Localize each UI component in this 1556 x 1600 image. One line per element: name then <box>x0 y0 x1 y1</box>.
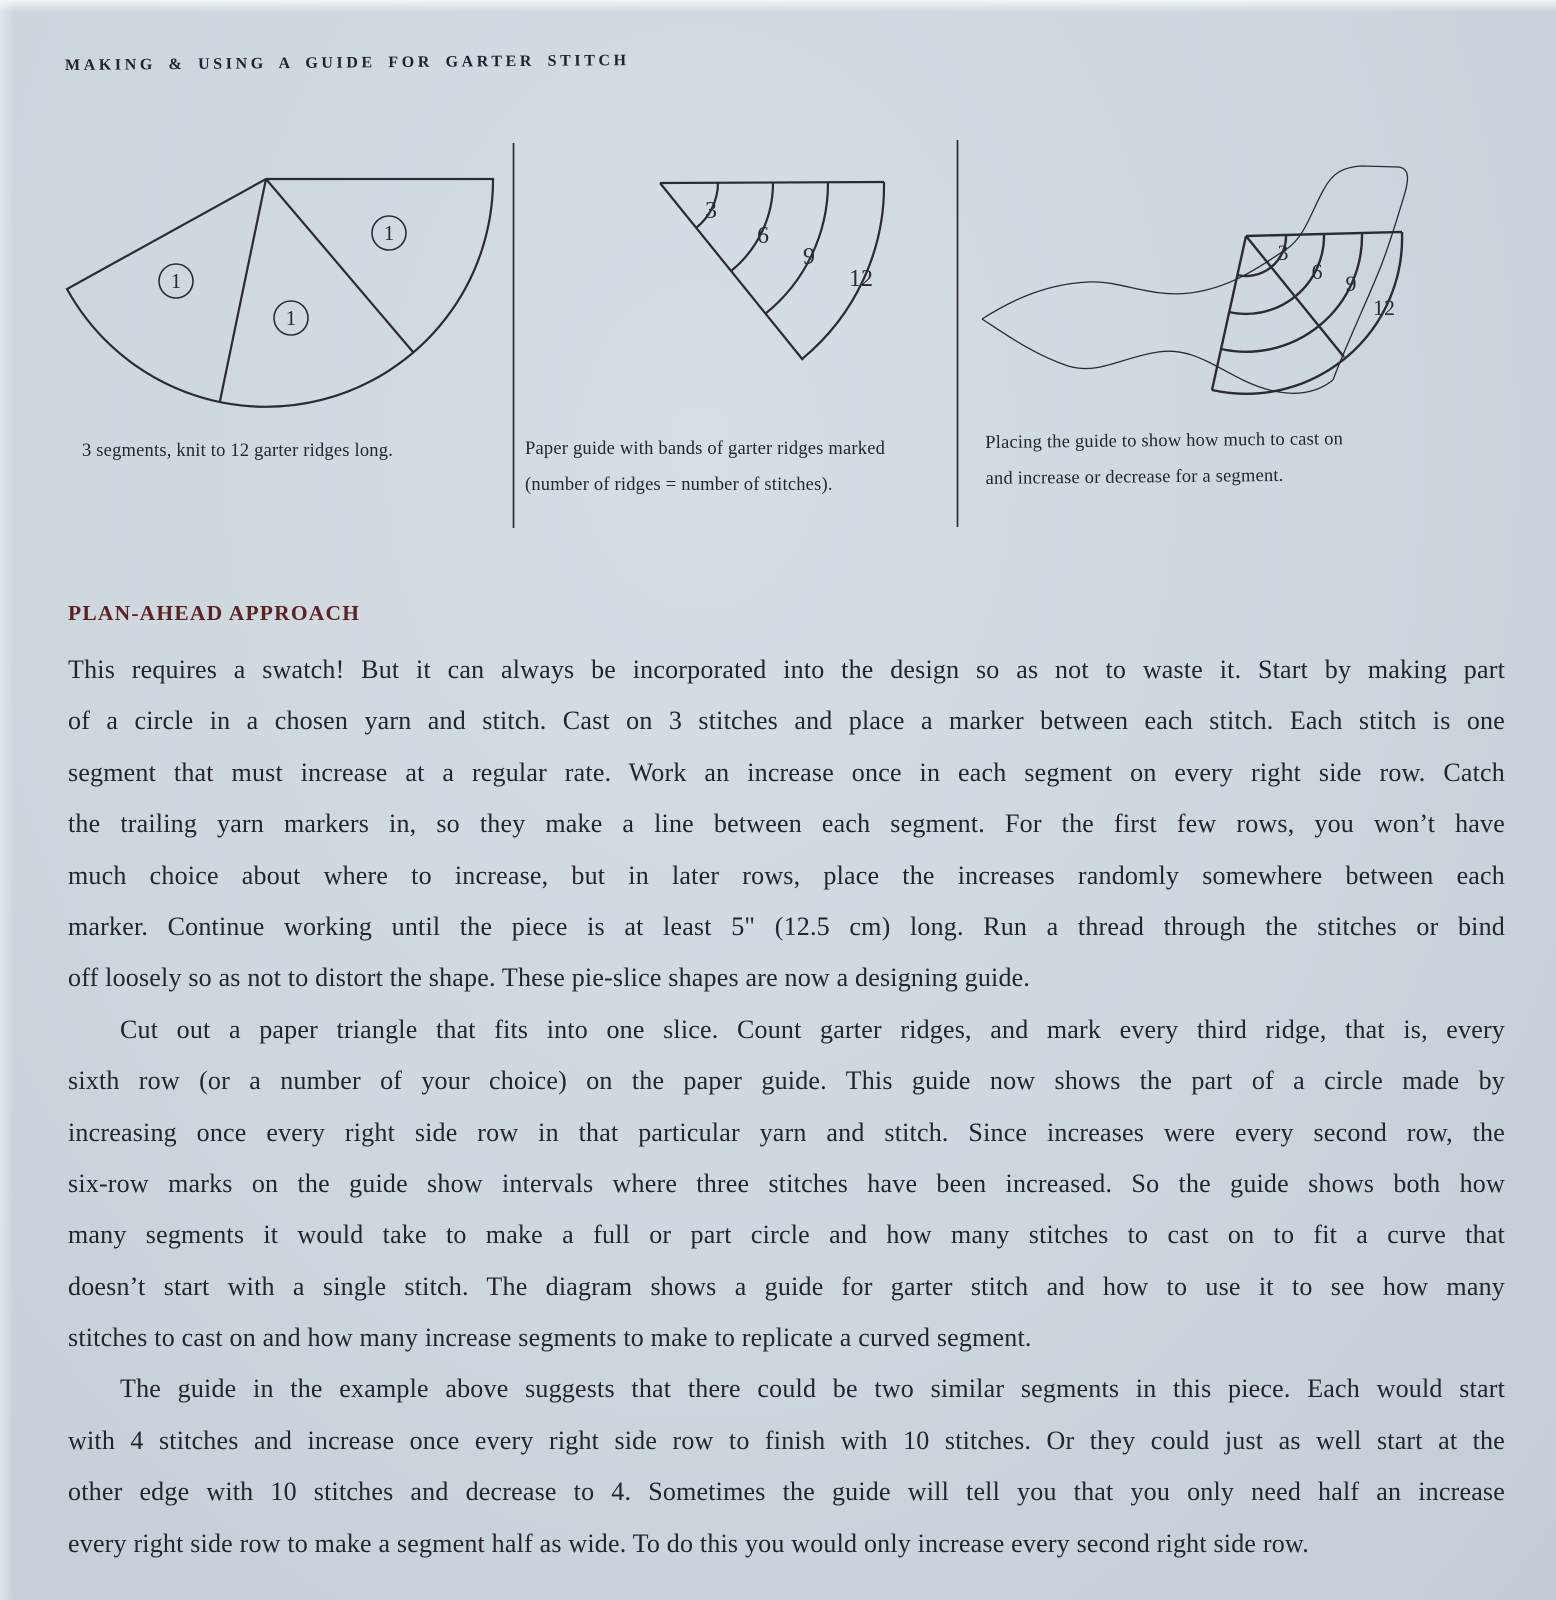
text-line: The guide in the example above suggests that there could be two similar segments in this piece. Each would start <box>120 1374 1505 1404</box>
ridge-label: 3 <box>705 198 717 224</box>
text-line: off loosely so as not to distort the shape. These pie-slice shapes are now a designing guide. <box>68 963 1031 993</box>
ridge-arc-9 <box>765 183 828 314</box>
text-line: Cut out a paper triangle that fits into one slice. Count garter ridges, and mark every third ridge, that is, every <box>120 1014 1505 1044</box>
text-line: segment that must increase at a regular rate. Work an increase once in each segment on every right side row. Catch <box>68 757 1505 787</box>
segment-marker <box>372 216 406 250</box>
text-line: sixth row (or a number of your choice) on the paper guide. This guide now shows the part of a circle made by <box>68 1066 1505 1096</box>
figure3-guide-on-knitting <box>982 166 1408 394</box>
text-line: of a circle in a chosen yarn and stitch. Cast on 3 stitches and place a marker between each stitch. Each stitch is one <box>68 706 1505 736</box>
figure1-caption: 3 segments, knit to 12 garter ridges long. <box>82 441 394 461</box>
knitting-upper-edge <box>982 166 1408 380</box>
figure1-fan <box>67 179 493 407</box>
segment-number: 1 <box>170 269 182 293</box>
fan-outline <box>67 179 493 407</box>
ridge-label: 12 <box>1373 295 1395 320</box>
segment-marker <box>159 264 193 298</box>
fan-segment-line <box>220 179 266 401</box>
text-line: increasing once every right side row in that particular yarn and stitch. Since increases were every second row, the <box>68 1117 1505 1147</box>
figure2-caption: Paper guide with bands of garter ridges marked (number of ridges = number of stitches). <box>525 439 886 495</box>
text-line: This requires a swatch! But it can always be incorporated into the design so as not to waste it. Start by making part <box>68 655 1505 684</box>
text-line: many segments it would take to make a full or part circle and how many stitches to cast on to fit a curve that <box>68 1220 1505 1250</box>
knitting-lower-edge <box>982 319 1333 393</box>
figure3-caption: Placing the guide to show how much to cast on and increase or decrease for a segment. <box>985 429 1344 489</box>
body-text <box>68 644 1505 1569</box>
ridge-label: 6 <box>1311 259 1323 284</box>
ridge-label: 9 <box>803 244 815 270</box>
ridge-label: 6 <box>757 223 769 249</box>
text-line: other edge with 10 stitches and decrease to 4. Sometimes the guide will tell you that you only need half an increase <box>68 1477 1505 1507</box>
text-line: much choice about where to increase, but in later rows, place the increases randomly somewhere between each <box>68 860 1505 890</box>
segment-number: 1 <box>285 306 297 330</box>
segment-number: 1 <box>383 221 395 245</box>
running-head: MAKING & USING A GUIDE FOR GARTER STITCH <box>64 52 630 74</box>
text-line: six-row marks on the guide show intervals where three stitches have been increased. So the guide shows both how <box>68 1168 1505 1198</box>
ridge-label: 12 <box>849 266 873 292</box>
text-line: doesn’t start with a single stitch. The diagram shows a guide for garter stitch and how to use it to see how many <box>68 1271 1505 1301</box>
section-heading: PLAN-AHEAD APPROACH <box>68 601 361 625</box>
ridge-label: 3 <box>1277 240 1289 265</box>
text-line: every right side row to make a segment half as wide. To do this you would only increase every second right side row. <box>68 1528 1309 1558</box>
figure2-paper-guide <box>660 182 884 360</box>
text-line: marker. Continue working until the piece is at least 5" (12.5 cm) long. Run a thread through the stitches or bind <box>68 911 1505 941</box>
segment-diagonal-line <box>1246 236 1344 357</box>
ridge-label: 9 <box>1345 271 1357 296</box>
guide-top-edge <box>660 182 884 183</box>
text-line: the trailing yarn markers in, so they make a line between each segment. For the first few rows, you won’t have <box>68 809 1505 839</box>
text-line: with 4 stitches and increase once every right side row to finish with 10 stitches. Or they could just as well start at the <box>68 1425 1505 1455</box>
text-line: stitches to cast on and how many increase segments to make to replicate a curved segment. <box>68 1323 1032 1353</box>
segment-marker <box>274 301 308 335</box>
